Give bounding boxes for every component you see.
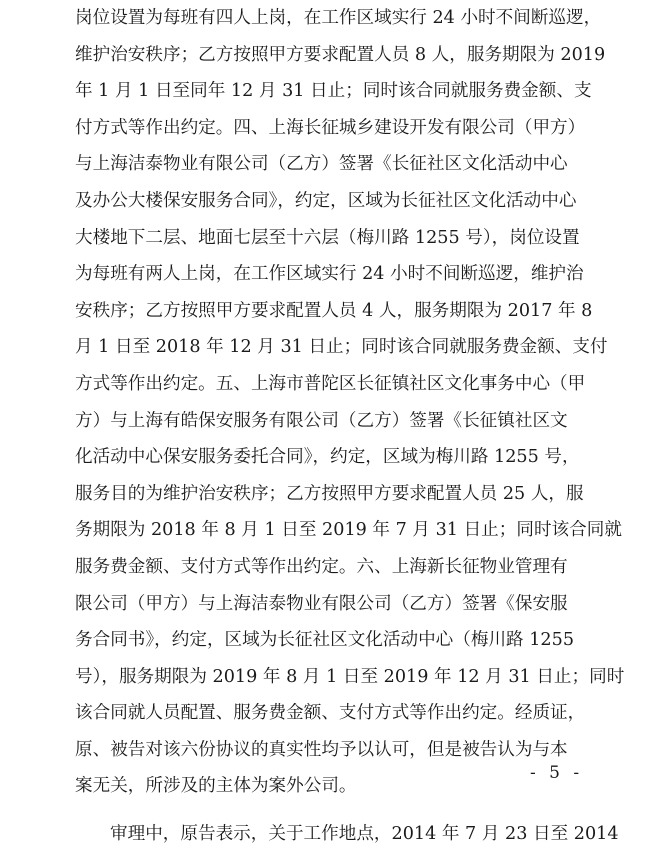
text-line: 服务费金额、支付方式等作出约定。六、上海新长征物业管理有: [75, 556, 568, 577]
text-line: 务合同书》，约定，区域为长征社区文化活动中心（梅川路 1255: [75, 630, 575, 651]
text-line: 方式等作出约定。五、上海市普陀区长征镇社区文化事务中心（甲: [75, 373, 586, 394]
text-line: 岗位设置为每班有四人上岗，在工作区域实行 24 小时不间断巡逻，: [75, 8, 602, 28]
text-line: 年 1 月 1 日至同年 12 月 31 日止；同时该合同就服务费金额、支: [75, 81, 592, 102]
text-line: 化活动中心保安服务委托合同》，约定，区域为梅川路 1255 号，: [75, 447, 580, 468]
text-line: 与上海洁泰物业有限公司（乙方）签署《长征社区文化活动中心: [75, 154, 568, 175]
text-line: 方）与上海有皓保安服务有限公司（乙方）签署《长征镇社区文: [75, 410, 568, 431]
body-text: [75, 0, 625, 853]
text-line: 案无关，所涉及的主体为案外公司。: [75, 776, 357, 797]
text-line: 号），服务期限为 2019 年 8 月 1 日至 2019 年 12 月 31 日止；同时: [75, 666, 625, 687]
text-line: 务期限为 2018 年 8 月 1 日至 2019 年 7 月 31 日止；同时该合同就: [75, 520, 622, 541]
text-line: 服务目的为维护治安秩序；乙方按照甲方要求配置人员 25 人，服: [75, 483, 584, 504]
text-line: 月 1 日至 2018 年 12 月 31 日止；同时该合同就服务费金额、支付: [75, 337, 608, 358]
text-line: 原、被告对该六份协议的真实性均予以认可，但是被告认为与本: [75, 739, 568, 760]
text-line: 为每班有两人上岗，在工作区域实行 24 小时不间断巡逻，维护治: [75, 264, 584, 285]
page-number: - 5 -: [530, 763, 584, 783]
text-line: 维护治安秩序；乙方按照甲方要求配置人员 8 人，服务期限为 2019: [75, 44, 606, 65]
paragraph-gap: [75, 805, 585, 816]
text-line: 大楼地下二层、地面七层至十六层（梅川路 1255 号），岗位设置: [75, 227, 580, 248]
text-line: 及办公大楼保安服务合同》，约定，区域为长征社区文化活动中心: [75, 190, 577, 211]
text-line: 付方式等作出约定。四、上海长征城乡建设开发有限公司（甲方）: [75, 117, 586, 138]
text-line: 限公司（甲方）与上海洁泰物业有限公司（乙方）签署《保安服: [75, 593, 568, 614]
text-line: 该合同就人员配置、服务费金额、支付方式等作出约定。经质证，: [75, 703, 586, 724]
text-line: 安秩序；乙方按照甲方要求配置人员 4 人，服务期限为 2017 年 8: [75, 300, 593, 321]
paragraph-line: 审理中，原告表示，关于工作地点，2014 年 7 月 23 日至 2014: [110, 824, 619, 845]
